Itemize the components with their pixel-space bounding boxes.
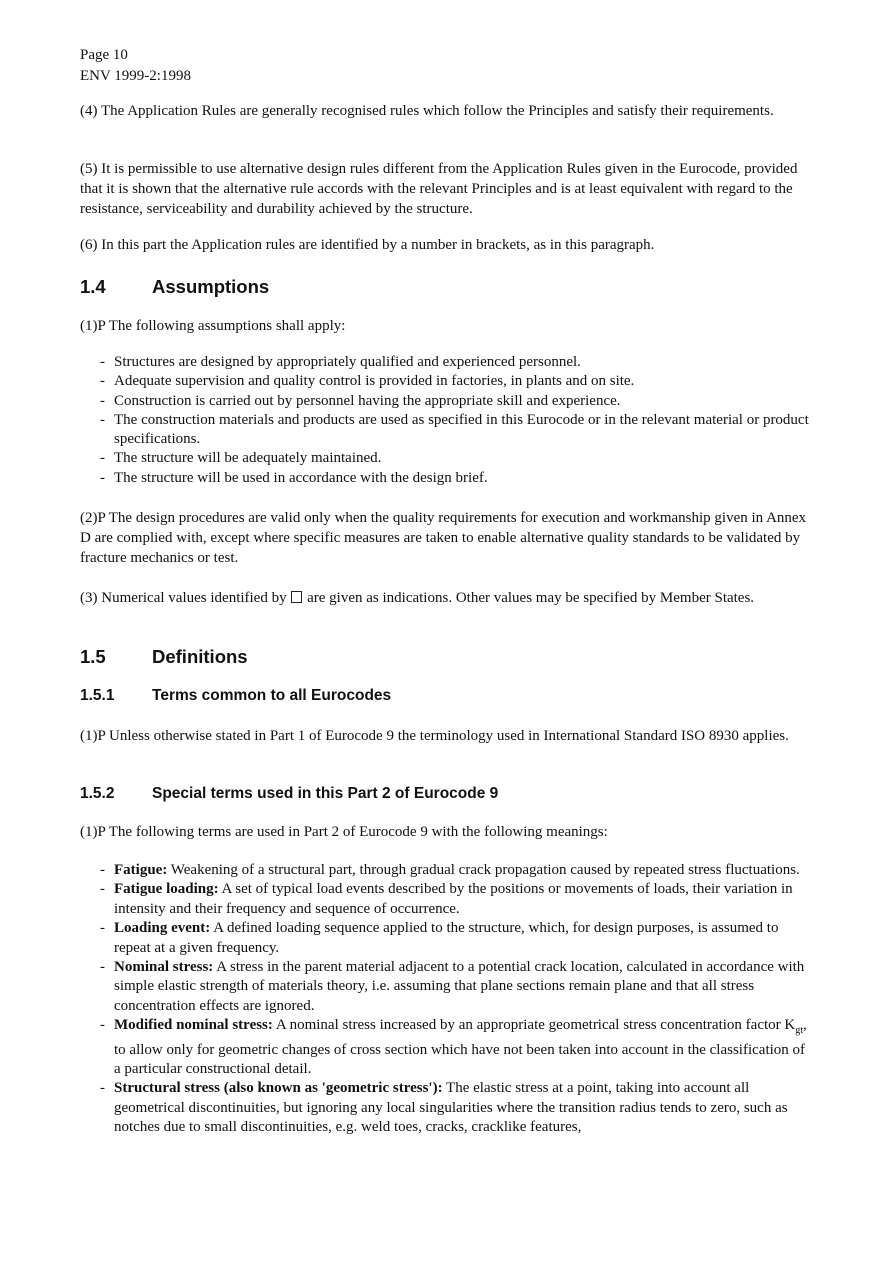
assumptions-intro: (1)P The following assumptions shall apply: [80,318,346,334]
term-name: Loading event: [114,920,211,937]
assumptions-list [100,353,812,488]
list-item: - Structures are designed by appropriately qualified and experienced personnel. [100,354,581,370]
subsection-heading-1-5-1 [80,687,391,705]
subsection-number: 1.5.2 [80,785,115,802]
terminology-paragraph: (1)P Unless otherwise stated in Part 1 of Eurocode 9 the terminology used in International Standard ISO 8930 applies. [80,728,789,744]
paragraph-3: (3) Numerical values identified by are given as indications. Other values may be specified by Member States. [80,590,755,606]
terms-intro: (1)P The following terms are used in Part 2 of Eurocode 9 with the following meanings: [80,824,608,840]
term-name: Fatigue loading: [114,881,219,898]
paragraph-2p: (2)P The design procedures are valid only when the quality requirements for execution and workmanship given in Annex D are complied with, except where specific measures are taken to enable alternative quality standards to be validated by fracture mechanics or test. [80,510,807,566]
list-item: - The construction materials and products are used as specified in this Eurocode or in the relevant material or product specifications. [100,411,809,448]
page-header [80,45,191,87]
term-item: - Modified nominal stress: A nominal stress increased by an appropriate geometrical stress concentration factor $K_{gt}$, to allow only for geometric changes of cross section which have not been taken into account in the classification of a particular constructional detail. [100,1017,807,1078]
term-item: - Fatigue: Weakening of a structural part, through gradual crack propagation caused by repeated stress fluctuations. [100,862,800,878]
section-heading-1-5 [80,646,248,668]
list-item: - The structure will be used in accordance with the design brief. [100,469,488,486]
section-number: 1.4 [80,276,106,297]
list-item: - The structure will be adequately maintained. [100,450,382,467]
subsection-number: 1.5.1 [80,687,115,704]
paragraph-4: (4) The Application Rules are generally recognised rules which follow the Principles and satisfy their requirements. [80,103,774,119]
subsection-title: Special terms used in this Part 2 of Eurocode 9 [152,785,499,802]
section-number: 1.5 [80,646,106,667]
subsection-title: Terms common to all Eurocodes [152,687,392,704]
term-item: - Loading event: A defined loading sequence applied to the structure, which, for design purposes, is assumed to repeat at a given frequency. [100,920,779,956]
term-name: Fatigue: [114,862,168,878]
section-title: Assumptions [152,276,270,297]
term-name: Modified nominal stress: [114,1017,273,1034]
page-number: Page 10 [80,47,128,63]
standard-code: ENV 1999-2:1998 [80,68,191,84]
term-item: - Fatigue loading: A set of typical load events described by the positions or movements of loads, their variation in intensity and their frequency and sequence of occurrence. [100,881,793,917]
indicative-value-box-icon [291,591,302,603]
list-item: - Adequate supervision and quality control is provided in factories, in plants and on site. [100,373,635,390]
term-name: Nominal stress: [114,959,214,976]
list-item: - Construction is carried out by personnel having the appropriate skill and experience. [100,392,621,409]
terms-list [100,861,812,1138]
section-heading-1-4 [80,276,269,298]
term-item: - Structural stress (also known as 'geometric stress'): The elastic stress at a point, taking into account all geometrical discontinuities, but ignoring any local singularities where the transition radius tends to zero, such as notches due to small discontinuities, e.g. weld toes, cracks, cracklike features, [100,1080,788,1136]
term-item: - Nominal stress: A stress in the parent material adjacent to a potential crack location, calculated in accordance with simple elastic strength of materials theory, i.e. assuming that plane sections remain plane and that all stress concentration effects are ignored. [100,959,805,1014]
term-name: Structural stress (also known as 'geometric stress'): [114,1080,443,1097]
subsection-heading-1-5-2 [80,785,498,803]
paragraph-6: (6) In this part the Application rules are identified by a number in brackets, as in this paragraph. [80,237,655,253]
paragraph-5: (5) It is permissible to use alternative design rules different from the Application Rules given in the Eurocode, provided that it is shown that the alternative rule accords with the relevant Principles and is at least equivalent with regard to the resistance, serviceability and durability achieved by the structure. [80,161,798,217]
section-title: Definitions [152,646,248,667]
